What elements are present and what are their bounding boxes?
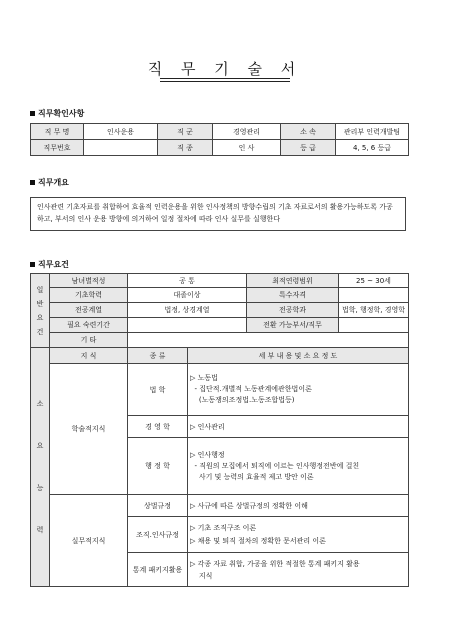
detail-law: ▷ 노동법 - 집단적.개별적 노동관계에관한법이론 (노동쟁의조정법.노동조합법등): [188, 364, 409, 416]
label-etc: 기 타: [50, 333, 128, 348]
value-job-name: 인사운용: [84, 124, 158, 140]
label-job-type: 직 종: [158, 140, 213, 156]
section-summary: 직무개요: [30, 177, 69, 188]
square-bullet-icon: [30, 262, 35, 267]
value-etc: [128, 333, 409, 348]
detail-business: ▷ 인사관리: [188, 416, 409, 438]
value-gender: 공 통: [128, 274, 247, 288]
general-group-label: 일 반 요 건: [31, 274, 50, 348]
value-skill-period: [128, 318, 247, 333]
header-knowledge: 지 식: [50, 348, 128, 364]
knowledge-group-label: 소 요 능 력: [31, 348, 50, 587]
detail-discipline: ▷ 사규에 따른 상벌규정의 정확한 이해: [188, 495, 409, 517]
requirements-table: [30, 273, 409, 587]
label-major-dept: 전공학과: [247, 303, 339, 318]
title-underline: [160, 78, 290, 79]
value-job-group: 경영관리: [213, 124, 281, 140]
header-detail: 세 부 내 용 및 소 요 정 도: [188, 348, 409, 364]
kind-business: 경 영 학: [128, 416, 188, 438]
value-transfer: [339, 318, 409, 333]
label-grade: 등 급: [281, 140, 336, 156]
square-bullet-icon: [30, 111, 35, 116]
kind-org-regulation: 조직.인사규정: [128, 517, 188, 553]
kind-public-admin: 행 정 학: [128, 438, 188, 495]
value-age: 25 ~ 30세: [339, 274, 409, 288]
value-major-dept: 법학, 행정학, 경영학: [339, 303, 409, 318]
detail-stats-package: ▷ 각종 자료 취합, 가공을 위한 적절한 통계 패키지 활용 지식: [188, 553, 409, 587]
detail-org-regulation: ▷ 기초 조직구조 이론 ▷ 채용 및 퇴직 절차의 정확한 문서관리 이론: [188, 517, 409, 553]
value-certification: [339, 288, 409, 303]
label-gender: 남녀별적성: [50, 274, 128, 288]
academic-knowledge-label: 학술적지식: [50, 364, 128, 495]
square-bullet-icon: [30, 180, 35, 185]
value-job-number: [84, 140, 158, 156]
value-major-field: 법정, 상경계열: [128, 303, 247, 318]
info-table: [30, 123, 409, 156]
label-major-field: 전공계열: [50, 303, 128, 318]
kind-stats-package: 통계 패키지활용: [128, 553, 188, 587]
value-grade: 4, 5, 6 등급: [336, 140, 409, 156]
label-job-number: 직무번호: [31, 140, 84, 156]
value-affiliation: 관리부 인력개발팀: [336, 124, 409, 140]
header-kind: 종 류: [128, 348, 188, 364]
label-job-group: 직 군: [158, 124, 213, 140]
value-education: 대졸이상: [128, 288, 247, 303]
summary-text: 인사관련 기초자료를 취합하여 효율적 인력운용을 위한 인사정책의 방향수립의 기초 자료로서의 활용가능하도록 가공하고, 부서의 인사 운용 방향에 의거하여 일정 절차에 따라 인사 실무를 실행한다: [30, 197, 406, 231]
kind-discipline: 상벌규정: [128, 495, 188, 517]
document-title: 직 무 기 술 서: [147, 60, 303, 78]
label-education: 기초학력: [50, 288, 128, 303]
practical-knowledge-label: 실무적지식: [50, 495, 128, 587]
detail-public-admin: ▷ 인사행정 - 직원의 모집에서 퇴직에 이르는 인사행정전반에 걸친 사기 및 능력의 효율적 제고 방안 이론: [188, 438, 409, 495]
kind-law: 법 학: [128, 364, 188, 416]
section-person: 직무확인사항: [30, 108, 84, 119]
title-underline-2: [160, 81, 290, 82]
label-transfer: 전환 가능부서/직무: [247, 318, 339, 333]
label-job-name: 직 무 명: [31, 124, 84, 140]
section-requirements: 직무요건: [30, 259, 69, 270]
label-affiliation: 소 속: [281, 124, 336, 140]
label-age: 최적연령범위: [247, 274, 339, 288]
value-job-type: 인 사: [213, 140, 281, 156]
label-certification: 특수자격: [247, 288, 339, 303]
label-skill-period: 필요 숙련기간: [50, 318, 128, 333]
